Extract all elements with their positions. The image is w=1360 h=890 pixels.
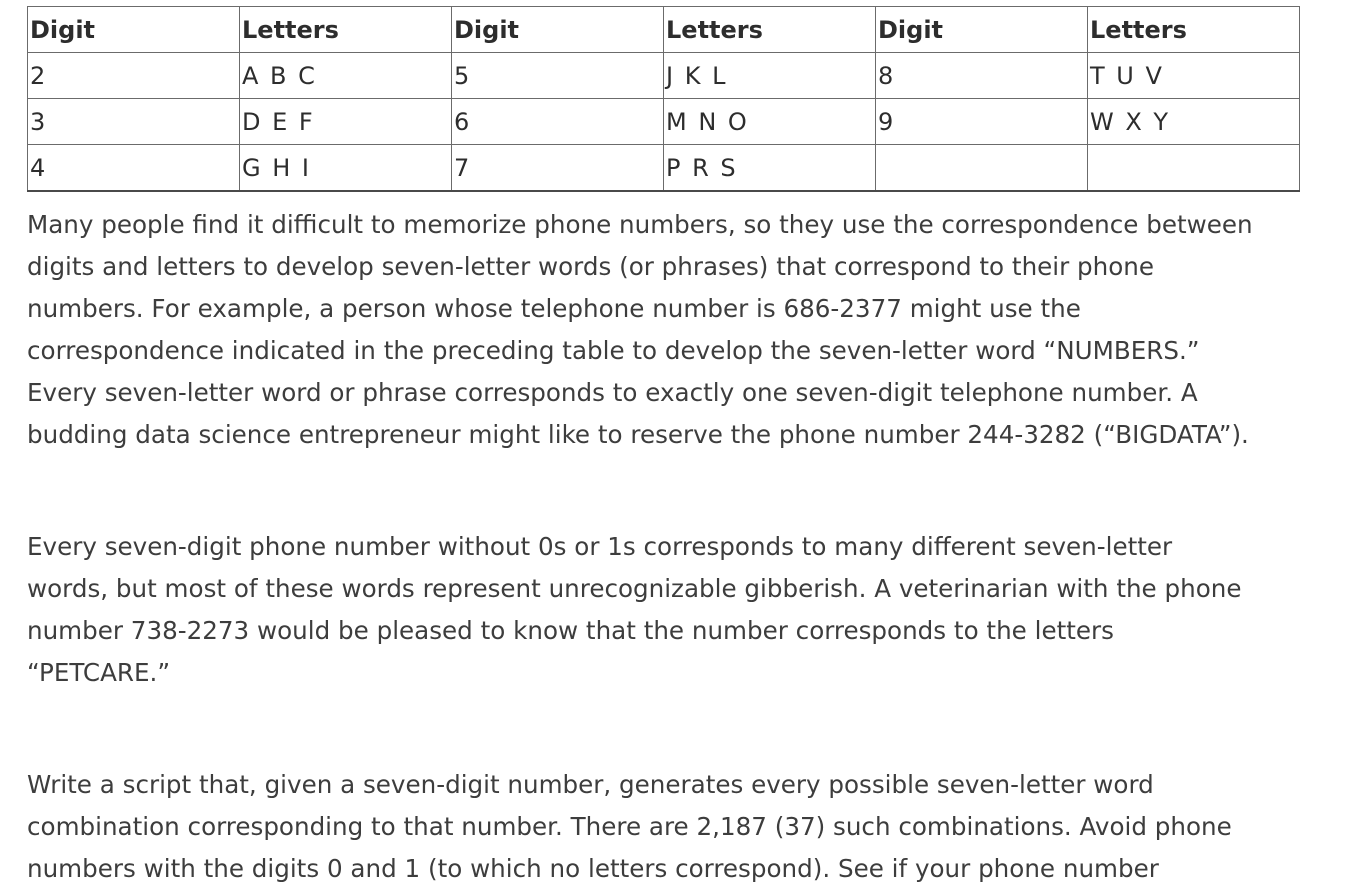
header-digit: Digit <box>452 7 664 53</box>
paragraph-script-task <box>27 764 1327 890</box>
paragraph-line: budding data science entrepreneur might like to reserve the phone number 244-3282 (“BIGDATA”). <box>27 420 1249 449</box>
table-cell: 8 <box>876 53 1088 99</box>
document <box>27 6 1327 890</box>
header-digit: Digit <box>28 7 240 53</box>
table-cell: A B C <box>240 53 452 99</box>
table-cell: T U V <box>1088 53 1300 99</box>
paragraph-line: “PETCARE.” <box>27 658 171 687</box>
table-cell: J K L <box>664 53 876 99</box>
table-cell: 3 <box>28 99 240 145</box>
paragraph-gibberish-words <box>27 526 1327 694</box>
header-letters: Letters <box>1088 7 1300 53</box>
header-letters: Letters <box>664 7 876 53</box>
table-row <box>28 53 1300 99</box>
table-cell: W X Y <box>1088 99 1300 145</box>
table-cell: 5 <box>452 53 664 99</box>
keypad-letter-table <box>27 6 1300 192</box>
paragraph-line: numbers with the digits 0 and 1 (to which no letters correspond). See if your phone number <box>27 854 1159 883</box>
paragraph-line: correspondence indicated in the preceding table to develop the seven-letter word “NUMBERS.” <box>27 336 1200 365</box>
table-cell: 4 <box>28 145 240 192</box>
table-row <box>28 99 1300 145</box>
paragraph-line: Every seven-digit phone number without 0s or 1s corresponds to many different seven-letter <box>27 532 1173 561</box>
paragraph-line: words, but most of these words represent unrecognizable gibberish. A veterinarian with the phone <box>27 574 1242 603</box>
paragraph-line: number 738-2273 would be pleased to know that the number corresponds to the letters <box>27 616 1114 645</box>
header-digit: Digit <box>876 7 1088 53</box>
paragraph-line: digits and letters to develop seven-letter words (or phrases) that correspond to their phone <box>27 252 1155 281</box>
table-cell: G H I <box>240 145 452 192</box>
table-cell: 6 <box>452 99 664 145</box>
paragraph-line: Every seven-letter word or phrase corresponds to exactly one seven-digit telephone number. A <box>27 378 1198 407</box>
table-cell: M N O <box>664 99 876 145</box>
table-cell: D E F <box>240 99 452 145</box>
table-cell: 7 <box>452 145 664 192</box>
table-row <box>28 145 1300 192</box>
paragraph-memorize-numbers <box>27 204 1327 456</box>
table-cell: P R S <box>664 145 876 192</box>
header-letters: Letters <box>240 7 452 53</box>
table-cell <box>1088 145 1300 192</box>
paragraph-line: Write a script that, given a seven-digit number, generates every possible seven-letter word <box>27 770 1154 799</box>
paragraph-line: combination corresponding to that number. There are 2,187 (37) such combinations. Avoid phone <box>27 812 1232 841</box>
table-header-row <box>28 7 1300 53</box>
paragraph-line: Many people find it difficult to memorize phone numbers, so they use the correspondence between <box>27 210 1253 239</box>
paragraph-line: numbers. For example, a person whose telephone number is 686-2377 might use the <box>27 294 1081 323</box>
table-cell <box>876 145 1088 192</box>
table-cell: 2 <box>28 53 240 99</box>
table-cell: 9 <box>876 99 1088 145</box>
